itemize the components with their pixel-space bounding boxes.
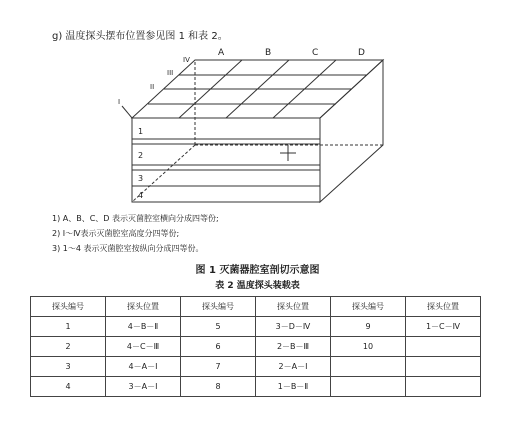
col-label-a: A (218, 48, 225, 58)
header-probe-no: 探头编号 (31, 297, 106, 317)
table-cell: 4－C－Ⅲ (106, 337, 181, 357)
header-probe-no: 探头编号 (181, 297, 256, 317)
table-row (31, 337, 481, 357)
table-cell: 1 (31, 317, 106, 337)
leader-line (122, 106, 132, 118)
table-cell: 3－D－Ⅳ (256, 317, 331, 337)
row-label-2: 2 (138, 151, 144, 160)
table-row (31, 317, 481, 337)
table-cell (406, 357, 481, 377)
table-cell (406, 377, 481, 397)
table-cell: 2－B－Ⅲ (256, 337, 331, 357)
header-probe-pos: 探头位置 (106, 297, 181, 317)
row-label-4: 4 (138, 191, 144, 200)
table-cell: 1－C－Ⅳ (406, 317, 481, 337)
col-label-b: B (265, 48, 272, 58)
right-face (320, 60, 383, 202)
figure-caption: 图 1 灭菌器腔室剖切示意图 (195, 265, 320, 276)
header-probe-pos: 探头位置 (406, 297, 481, 317)
note-2: 2) Ⅰ～Ⅳ表示灭菌腔室高度分四等份; (52, 229, 180, 238)
table-cell (331, 377, 406, 397)
table-cell: 4－B－Ⅱ (106, 317, 181, 337)
col-label-c: C (312, 48, 319, 58)
table-cell: 9 (331, 317, 406, 337)
table-cell: 7 (181, 357, 256, 377)
table-cell (406, 337, 481, 357)
table-row (31, 377, 481, 397)
row-label-3: 3 (138, 174, 144, 183)
note-3: 3) 1～4 表示灭菌腔室按纵向分成四等份。 (52, 244, 204, 253)
level-label-3: III (167, 69, 174, 77)
intro-text: g) 温度探头摆布位置参见图 1 和表 2。 (52, 31, 228, 42)
level-label-2: II (150, 83, 155, 91)
table-cell (331, 357, 406, 377)
header-probe-pos: 探头位置 (256, 297, 331, 317)
probe-table (30, 296, 481, 397)
table-caption: 表 2 温度探头装载表 (215, 281, 300, 291)
level-label-4: IV (183, 56, 190, 64)
table-cell: 5 (181, 317, 256, 337)
table-cell: 10 (331, 337, 406, 357)
table-cell: 4 (31, 377, 106, 397)
table-header-row (31, 297, 481, 317)
table-cell: 2－A－Ⅰ (256, 357, 331, 377)
table-cell: 6 (181, 337, 256, 357)
row-label-1: 1 (138, 127, 144, 136)
col-label-d: D (358, 48, 365, 58)
table-cell: 8 (181, 377, 256, 397)
table-row (31, 357, 481, 377)
table-cell: 3－A－Ⅰ (106, 377, 181, 397)
table-cell: 1－B－Ⅱ (256, 377, 331, 397)
table-cell: 2 (31, 337, 106, 357)
header-probe-no: 探头编号 (331, 297, 406, 317)
table-cell: 4－A－Ⅰ (106, 357, 181, 377)
table-cell: 3 (31, 357, 106, 377)
chamber-figure (0, 0, 515, 210)
note-1: 1) A、B、C、D 表示灭菌腔室横向分成四等份; (52, 214, 219, 223)
level-label-1: I (118, 98, 121, 106)
front-face (132, 118, 320, 202)
